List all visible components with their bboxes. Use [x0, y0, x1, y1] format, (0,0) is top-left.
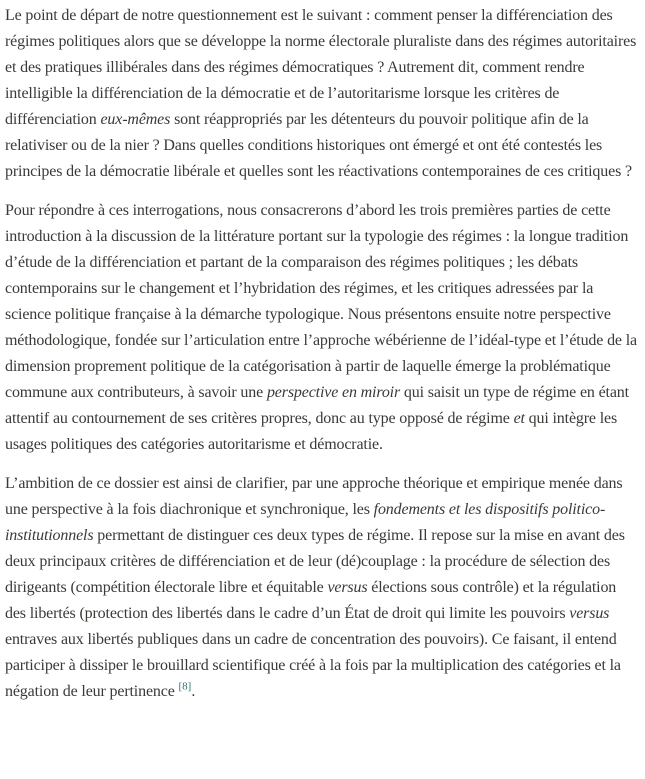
body-text: qui saisit un type de régime en étant attentif au contournement de ses critères propres, donc au type opposé de régime	[5, 384, 629, 427]
paragraph-2	[5, 198, 639, 458]
italic-text: et	[513, 410, 525, 427]
body-text: sont réappropriés par les détenteurs du pouvoir politique afin de la relativiser ou de la nier ? Dans quelles conditions historiques ont émergé et ont été contestés les principes de la démocratie libérale et quelles sont les réactivations contemporaines de ces critiques ?	[5, 111, 632, 180]
italic-text: versus	[327, 579, 368, 596]
body-text: .	[191, 683, 196, 700]
italic-text: perspective en miroir	[266, 384, 401, 401]
italic-text: versus	[569, 605, 610, 622]
footnote-ref-link[interactable]: [8]	[178, 680, 192, 693]
footnote-marker	[179, 681, 192, 693]
body-text: L’ambition de ce dossier est ainsi de clarifier, par une approche théorique et empirique menée dans une perspective à la fois diachronique et synchronique, les	[5, 475, 623, 518]
italic-text: eux-mêmes	[100, 111, 171, 128]
body-text: permettant de distinguer ces deux types de régime. Il repose sur la mise en avant des deux principaux critères de différenciation et de leur (dé)couplage : la procédure de sélection des dirigeants (compétition électorale libre et équitable	[5, 527, 625, 596]
body-text: qui intègre les usages politiques des catégories autoritarisme et démocratie.	[5, 410, 618, 453]
italic-text: fondements et les dispositifs politico-institutionnels	[5, 501, 606, 544]
body-text: Pour répondre à ces interrogations, nous consacrerons d’abord les trois premières parties de cette introduction à la discussion de la littérature portant sur la typologie des régimes : la longue tradition d’étude de la différenciation et partant de la comparaison des régimes politiques ; les débats contemporains sur le changement et l’hybridation des régimes, et les critiques adressées par la science politique française à la démarche typologique. Nous présentons ensuite notre perspective méthodologique, fondée sur l’articulation entre l’approche wébérienne de l’idéal-type et l’étude de la dimension proprement politique de la catégorisation à partir de laquelle émerge la problématique commune aux contributeurs, à savoir une	[5, 202, 637, 401]
body-text: élections sous contrôle) et la régulation des libertés (protection des libertés dans le cadre d’un État de droit qui limite les pouvoirs	[5, 579, 617, 622]
body-text: entraves aux libertés publiques dans un cadre de concentration des pouvoirs). Ce faisant, il entend participer à dissiper le brouillard scientifique créé à la fois par la multiplication des catégories et la négation de leur pertinence	[5, 631, 621, 700]
paragraph-1	[5, 3, 639, 185]
body-text: Le point de départ de notre questionnement est le suivant : comment penser la différenciation des régimes politiques alors que se développe la norme électorale pluraliste dans des régimes autoritaires et des pratiques illibérales dans des régimes démocratiques ? Autrement dit, comment rendre intelligible la différenciation de la démocratie et de l’autoritarisme lorsque les critères de différenciation	[5, 7, 637, 128]
paragraph-3	[5, 471, 639, 705]
